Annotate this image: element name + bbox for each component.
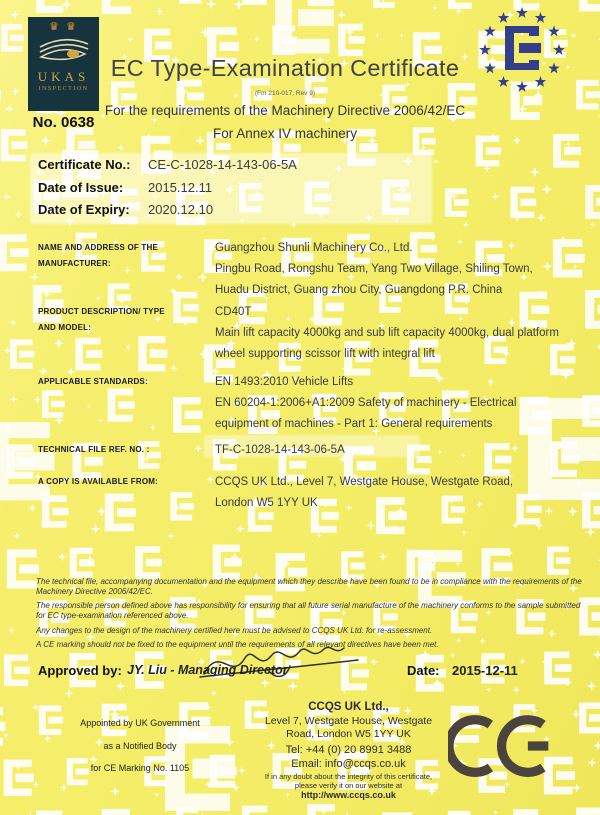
standard-line: EN 60204-1:2006+A1:2009 Safety of machinery - Electrical [215, 397, 517, 409]
org-name: CCQS UK Ltd., [308, 701, 389, 713]
date-label: Date: [407, 663, 440, 678]
org-email: Email: info@ccqs.co.uk [291, 758, 406, 770]
org-telephone: Tel: +44 (0) 20 8991 3488 [285, 744, 412, 756]
legal-paragraph: Any changes to the design of the machinery certified here must be advised to CCQS UK Ltd. for re-assessment. [36, 625, 433, 635]
manufacturer-value-line: Guangzhou Shunli Machinery Co., Ltd. [215, 242, 413, 254]
verify-note-line: If in any doubt about the integrity of this certificate, [264, 772, 433, 781]
legal-paragraph: A CE marking should not be fixed to the equipment until the requirements of all relevant directives have been met. [36, 640, 439, 650]
certificate-number-row [38, 157, 297, 172]
copy-available-line: London W5 1YY UK [215, 497, 318, 509]
certificate-number-label: Certificate No.: [38, 157, 131, 172]
product-model-value: CD40T [215, 306, 252, 318]
date-of-expiry-row [38, 202, 214, 217]
ukas-logo-subtitle: INSPECTION [38, 86, 89, 92]
certificate-number-value: CE-C-1028-14-143-06-5A [148, 157, 297, 172]
approval-date-value: 2015-12-11 [452, 663, 518, 678]
product-description-line: Main lift capacity 4000kg and sub lift capacity 4000kg, dual platform [215, 327, 559, 339]
approver-name: JY. Liu - Managing Director [127, 663, 288, 677]
ce-mark-icon [448, 712, 560, 782]
manufacturer-label-line: MANUFACTURER: [38, 259, 111, 268]
standard-line: EN 1493:2010 Vehicle Lifts [215, 376, 354, 388]
org-address-line: Level 7, Westgate House, Westgate [264, 715, 433, 727]
technical-file-label: TECHNICAL FILE REF. NO. : [38, 445, 150, 454]
product-description-line: wheel supporting scissor lift with integral lift [215, 348, 435, 360]
notified-body-line: as a Notified Body [103, 741, 177, 751]
manufacturer-label-line: NAME AND ADDRESS OF THE [38, 243, 159, 252]
standards-label: APPLICABLE STANDARDS: [38, 377, 148, 386]
product-label-line: PRODUCT DESCRIPTION/ TYPE [38, 307, 165, 316]
copy-available-line: CCQS UK Ltd., Level 7, Westgate House, Westgate Road, [215, 476, 514, 488]
verify-note-line: please verify it on our website at [294, 781, 403, 790]
date-of-issue-label: Date of Issue: [38, 180, 124, 195]
manufacturer-value-line: Huadu District, Guang zhou City, Guangdong P.R. China [215, 284, 503, 296]
date-of-issue-value: 2015.12.11 [148, 180, 213, 195]
notified-body-line: for CE Marking No. 1105 [90, 763, 190, 773]
legal-paragraph: The technical file, accompanying documentation and the equipment which they describe have been found to be in compliance with the requirements of the Machinery Directive 2006/42/EC. [36, 577, 582, 596]
manufacturer-value-line: Pingbu Road, Rongshu Team, Yang Two Village, Shiling Town, [215, 263, 533, 275]
ukas-logo-title: UKAS [37, 69, 90, 84]
org-address-line: Road, London W5 1YY UK [286, 728, 411, 740]
crowns-icon: ♛ ♛ [49, 21, 78, 33]
org-website-url: http://www.ccqs.co.uk [301, 790, 396, 800]
form-reference: (Fm 210-017, Rev 9) [255, 90, 315, 97]
page-title: EC Type-Examination Certificate [110, 55, 460, 81]
copy-available-label: A COPY IS AVAILABLE FROM: [38, 477, 158, 486]
annex-subtitle: For Annex IV machinery [212, 126, 358, 141]
legal-paragraph: The responsible person defined above has responsibility for ensuring that all future serial manufacture of the machinery conforms to the sample submitted for EC type-examination referenced above. [36, 601, 581, 621]
directive-subtitle: For the requirements of the Machinery Directive 2006/42/EC [104, 103, 466, 118]
date-of-expiry-value: 2020.12.10 [148, 202, 214, 217]
signature-icon [198, 636, 363, 688]
notified-body-line: Appointed by UK Government [80, 718, 200, 728]
date-of-expiry-label: Date of Expiry: [38, 202, 130, 217]
technical-file-ref-value: TF-C-1028-14-143-06-5A [215, 444, 345, 456]
standard-line: equipment of machines - Part 1: General requirements [215, 418, 493, 430]
date-of-issue-row [38, 180, 213, 195]
product-label-line: AND MODEL: [38, 323, 92, 332]
approved-by-label: Approved by: [38, 663, 122, 678]
notified-body-number: No. 0638 [32, 114, 95, 131]
